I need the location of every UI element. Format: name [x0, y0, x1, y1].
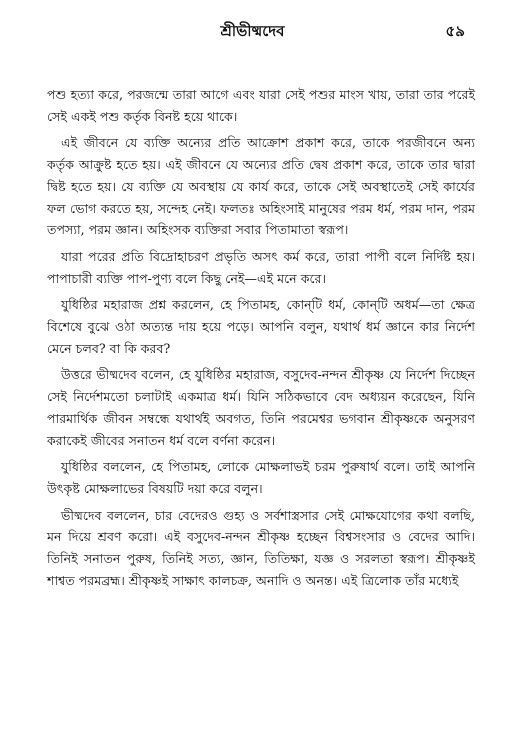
paragraph: যুধিষ্ঠির বললেন, হে পিতামহ, লোকে মোক্ষলাভই চরম পুরুষার্থ বলে। তাই আপনি উৎকৃষ্ট মোক্ষলাভের বিষয়টি দয়া করে বলুন।: [47, 459, 475, 496]
paragraph: যারা পরের প্রতি বিদ্রোহাচরণ প্রভৃতি অসৎ কর্ম করে, তারা পাপী বলে নির্দিষ্ট হয়। পাপাচারী ব্যক্তি পাপ-পুণ্য বলে কিছু নেই—এই মনে করে।: [47, 248, 475, 286]
page-header: [0, 20, 505, 44]
paragraph: ভীষ্মদেব বললেন, চার বেদেরও গুহ্য ও সর্বশাস্ত্রসার সেই মোক্ষযোগের কথা বলছি, মন দিয়ে শ্রবণ করো। এই বসুদেব-নন্দন শ্রীকৃষ্ণ হচ্ছেন বিশ্বসংসার ও বেদের আদি। তিনিই সনাতন পুরুষ, তিনিই সত্য, জ্ঞান, তিতিক্ষা, যজ্ঞ ও সরলতা স্বরূপ। শ্রীকৃষ্ণই শাশ্বত পরমব্রহ্ম। শ্রীকৃষ্ণই সাক্ষাৎ কালচক্র, অনাদি ও অনন্ত। এই ত্রিলোক তাঁর মধ্যেই: [47, 507, 475, 588]
paragraph: এই জীবনে যে ব্যক্তি অন্যের প্রতি আক্রোশ প্রকাশ করে, তাকে পরজীবনে অন্য কর্তৃক আক্রুষ্ট হতে হয়। এই জীবনে যে অন্যের প্রতি দ্বেষ প্রকাশ করে, তাকে তার দ্বারা দ্বিষ্ট হতে হয়। যে ব্যক্তি যে অবস্থায় যে কার্য করে, তাকে সেই অবস্থাতেই সেই কার্যের ফল ভোগ করতে হয়, সন্দেহ নেই। ফলতঃ অহিংসাই মানুষের পরম ধর্ম, পরম দান, পরম তপস্যা, পরম জ্ঞান। অহিংসক ব্যক্তিরা সবার পিতামাতা স্বরূপ।: [47, 135, 475, 238]
page-number: ৫৯: [445, 22, 465, 40]
paragraph: পশু হত্যা করে, পরজন্মে তারা আগে এবং যারা সেই পশুর মাংস খায়, তারা তার পরেই সেই একই পশু কর্তৃক বিনষ্ট হয়ে থাকে।: [47, 87, 475, 124]
paragraph: যুধিষ্ঠির মহারাজ প্রশ্ন করলেন, হে পিতামহ, কোন্‌টি ধর্ম, কোন্‌টি অধর্ম—তা ক্ষেত্র বিশেষে বুঝে ওঠা অত্যন্ত দায় হয়ে পড়ে। আপনি বলুন, যথার্থ ধর্ম জ্ঞানে কার নির্দেশ মেনে চলব? বা কি করব?: [47, 297, 475, 356]
paragraph: উত্তরে ভীষ্মদেব বলেন, হে যুধিষ্ঠির মহারাজ, বসুদেব-নন্দন শ্রীকৃষ্ণ যে নির্দেশ দিচ্ছেন সেই নির্দেশমতো চলাটাই একমাত্র ধর্ম। যিনি সঠিকভাবে বেদ অধ্যয়ন করেছেন, যিনি পারমার্থিক জীবন সম্বন্ধে যথার্থই অবগত, তিনি পরমেশ্বর ভগবান শ্রীকৃষ্ণকে অনুসরণ করাকেই জীবের সনাতন ধর্ম বলে বর্ণনা করেন।: [47, 367, 475, 448]
running-title: শ্রীভীষ্মদেব: [220, 22, 285, 40]
page-body: [47, 84, 475, 596]
